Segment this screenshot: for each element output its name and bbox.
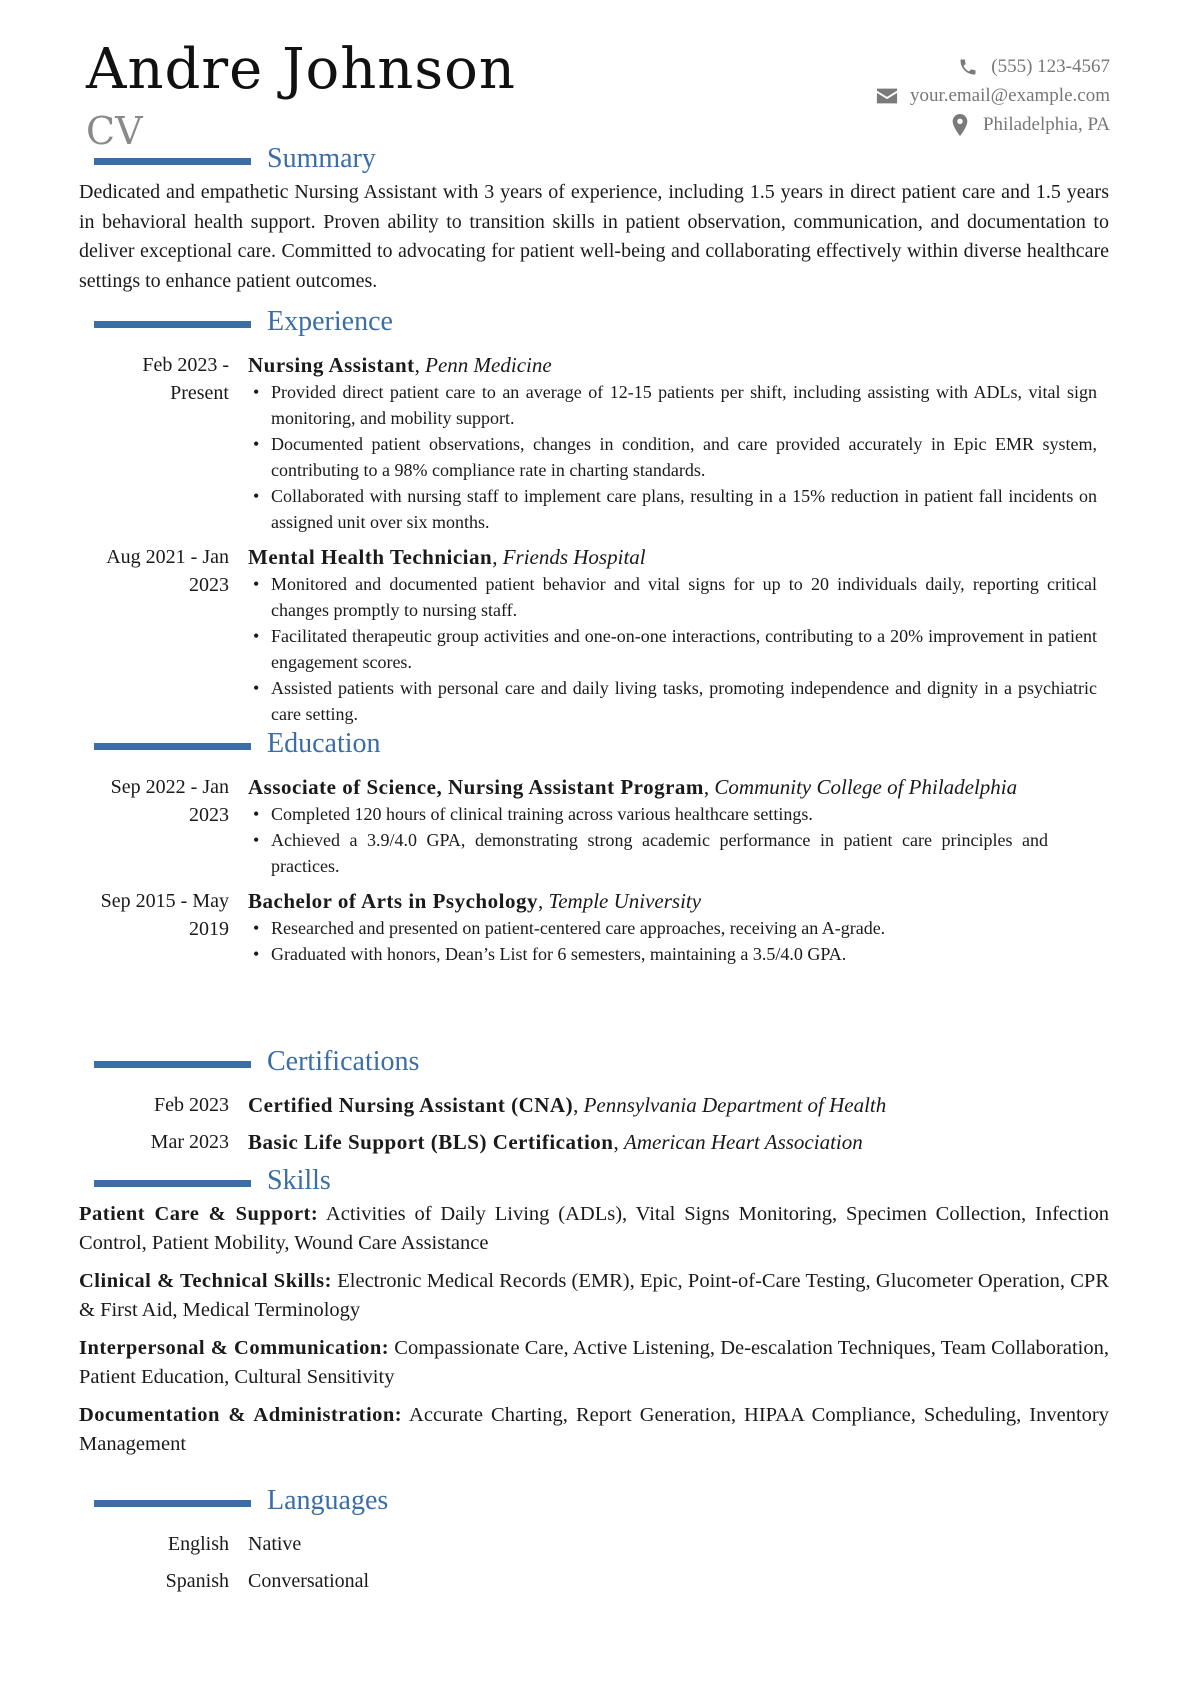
- section-heading: [86, 1486, 1116, 1520]
- entry-org: Friends Hospital: [502, 545, 646, 569]
- skill-group: [79, 1200, 1109, 1258]
- experience-section: [86, 307, 1116, 727]
- language-level: Conversational: [248, 1570, 370, 1592]
- skill-group-items: Accurate Charting, Report Generation, HIPAA Compliance, Scheduling, Inventory Management: [79, 1404, 1109, 1455]
- section-heading: [86, 307, 1116, 341]
- certification-entry: [86, 1091, 1116, 1119]
- bullet-item: • Researched and presented on patient-centered care approaches, receiving an A-grade.: [248, 915, 1048, 941]
- entry-org: Penn Medicine: [425, 353, 552, 377]
- bullet-item: • Achieved a 3.9/4.0 GPA, demonstrating strong academic performance in patient care principles and practices.: [248, 827, 1048, 879]
- contact-location: [876, 110, 1110, 139]
- skill-group: [79, 1401, 1109, 1459]
- bullet-item: • Assisted patients with personal care and daily living tasks, promoting independence and dignity in a psychiatric care setting.: [248, 675, 1097, 727]
- skill-group-label: Clinical & Technical Skills:: [79, 1270, 332, 1292]
- skill-group-items: Electronic Medical Records (EMR), Epic, Point-of-Care Testing, Glucometer Operation, CPR & First Aid, Medical Terminology: [79, 1270, 1110, 1321]
- entry-role: Bachelor of Arts in Psychology: [248, 889, 538, 913]
- summary-title: Summary: [267, 143, 376, 174]
- candidate-name: Andre Johnson: [86, 37, 516, 102]
- section-accent-bar: [94, 1180, 251, 1187]
- skill-group-label: Interpersonal & Communication:: [79, 1337, 390, 1359]
- map-marker-icon: [949, 114, 971, 136]
- education-entry: [86, 887, 1116, 967]
- entry-title: Mental Health Technician, Friends Hospital: [248, 545, 646, 569]
- bullet-item: • Collaborated with nursing staff to implement care plans, resulting in a 15% reduction in patient fall incidents on assigned unit over six months.: [248, 483, 1097, 535]
- section-heading: [86, 144, 1116, 178]
- certifications-title: Certifications: [267, 1046, 420, 1077]
- entry-bullets: [248, 801, 1048, 879]
- contact-phone: [876, 52, 1110, 81]
- skills-section: [79, 1165, 1116, 1468]
- entry-date: Feb 2023: [154, 1094, 229, 1116]
- entry-body: [248, 351, 1097, 535]
- certification-entry: [86, 1128, 1116, 1156]
- education-title: Education: [267, 728, 381, 759]
- experience-title: Experience: [267, 306, 393, 337]
- entry-date: Mar 2023: [150, 1131, 229, 1153]
- summary-text: Dedicated and empathetic Nursing Assistant with 3 years of experience, including 1.5 years in direct patient care and 1.5 years in behavioral health support. Proven ability to transition skills in patient observation, communication, and documentation to deliver exceptional care. Committed to advocating for patient well-being and collaborating effectively within diverse healthcare settings to enhance patient outcomes.: [79, 181, 1109, 292]
- skill-group: [79, 1267, 1109, 1325]
- entry-body: [248, 1530, 1097, 1558]
- entry-title: Bachelor of Arts in Psychology, Temple University: [248, 889, 702, 913]
- skill-group-items: Compassionate Care, Active Listening, De-escalation Techniques, Team Collaboration, Patient Education, Cultural Sensitivity: [79, 1337, 1110, 1388]
- contact-email: [876, 81, 1110, 110]
- entry-date: Aug 2021 - Jan 2023: [106, 546, 229, 596]
- experience-entry: [86, 351, 1116, 535]
- languages-title: Languages: [267, 1485, 389, 1516]
- document-subtitle: CV: [86, 109, 143, 153]
- skill-group-label: Documentation & Administration:: [79, 1404, 403, 1426]
- entry-body: [248, 773, 1048, 879]
- experience-entry: [86, 543, 1116, 727]
- section-accent-bar: [94, 158, 251, 165]
- entry-body: [248, 543, 1097, 727]
- bullet-item: • Facilitated therapeutic group activities and one-on-one interactions, contributing to a 20% improvement in patient engagement scores.: [248, 623, 1097, 675]
- location-text: Philadelphia, PA: [982, 113, 1110, 135]
- envelope-icon: [876, 85, 898, 107]
- skill-group: [79, 1334, 1109, 1392]
- entry-date: Sep 2022 - Jan 2023: [110, 776, 229, 826]
- skill-group-label: Patient Care & Support:: [79, 1203, 319, 1225]
- entry-title: Certified Nursing Assistant (CNA), Pennsylvania Department of Health: [248, 1093, 887, 1117]
- section-accent-bar: [94, 743, 251, 750]
- entry-title: Associate of Science, Nursing Assistant Program, Community College of Philadelphia: [248, 775, 1018, 799]
- entry-bullets: [248, 379, 1097, 535]
- language-name: English: [167, 1533, 229, 1555]
- language-level: Native: [248, 1533, 302, 1555]
- email-link[interactable]: your.email@example.com: [909, 84, 1110, 106]
- phone-icon: [957, 56, 979, 78]
- entry-role: Certified Nursing Assistant (CNA): [248, 1093, 574, 1117]
- entry-body: [248, 887, 1048, 967]
- education-section: [86, 729, 1116, 967]
- skills-title: Skills: [267, 1165, 331, 1196]
- section-heading: [86, 1047, 1116, 1081]
- bullet-item: • Completed 120 hours of clinical training across various healthcare settings.: [248, 801, 1048, 827]
- entry-role: Mental Health Technician: [248, 545, 493, 569]
- entry-date: Sep 2015 - May 2019: [100, 890, 229, 940]
- entry-bullets: [248, 571, 1097, 727]
- section-accent-bar: [94, 321, 251, 328]
- entry-body: [248, 1567, 1097, 1595]
- entry-role: Nursing Assistant: [248, 353, 415, 377]
- phone-text[interactable]: (555) 123-4567: [991, 55, 1110, 77]
- entry-date: Feb 2023 - Present: [142, 354, 229, 404]
- language-entry: [86, 1530, 1116, 1558]
- entry-org: Pennsylvania Department of Health: [583, 1093, 887, 1117]
- entry-title: Nursing Assistant, Penn Medicine: [248, 353, 552, 377]
- entry-body: [248, 1128, 1097, 1156]
- bullet-item: • Graduated with honors, Dean’s List for 6 semesters, maintaining a 3.5/4.0 GPA.: [248, 941, 1048, 967]
- section-accent-bar: [94, 1500, 251, 1507]
- skill-group-items: Activities of Daily Living (ADLs), Vital Signs Monitoring, Specimen Collection, Infection Control, Patient Mobility, Wound Care Assistance: [79, 1203, 1110, 1254]
- entry-role: Associate of Science, Nursing Assistant Program: [248, 775, 704, 799]
- language-entry: [86, 1567, 1116, 1595]
- entry-body: [248, 1091, 1097, 1119]
- entry-org: American Heart Association: [624, 1130, 863, 1154]
- summary-section: [79, 143, 1116, 296]
- skills-list: [79, 1200, 1109, 1459]
- section-heading: [86, 729, 1116, 763]
- language-name: Spanish: [165, 1570, 229, 1592]
- entry-org: Community College of Philadelphia: [714, 775, 1018, 799]
- entry-org: Temple University: [548, 889, 702, 913]
- bullet-item: • Monitored and documented patient behavior and vital signs for up to 20 individuals daily, reporting critical changes promptly to nursing staff.: [248, 571, 1097, 623]
- section-heading: [86, 1166, 1116, 1200]
- entry-title: Basic Life Support (BLS) Certification, American Heart Association: [248, 1130, 863, 1154]
- contact-block: [876, 52, 1110, 139]
- entry-role: Basic Life Support (BLS) Certification: [248, 1130, 614, 1154]
- bullet-item: • Provided direct patient care to an average of 12-15 patients per shift, including assisting with ADLs, vital sign monitoring, and mobility support.: [248, 379, 1097, 431]
- section-accent-bar: [94, 1061, 251, 1068]
- bullet-item: • Documented patient observations, changes in condition, and care provided accurately in Epic EMR system, contributing to a 98% compliance rate in charting standards.: [248, 431, 1097, 483]
- certifications-section: [86, 1047, 1116, 1156]
- entry-bullets: [248, 915, 1048, 967]
- education-entry: [86, 773, 1116, 879]
- languages-section: [86, 1486, 1116, 1595]
